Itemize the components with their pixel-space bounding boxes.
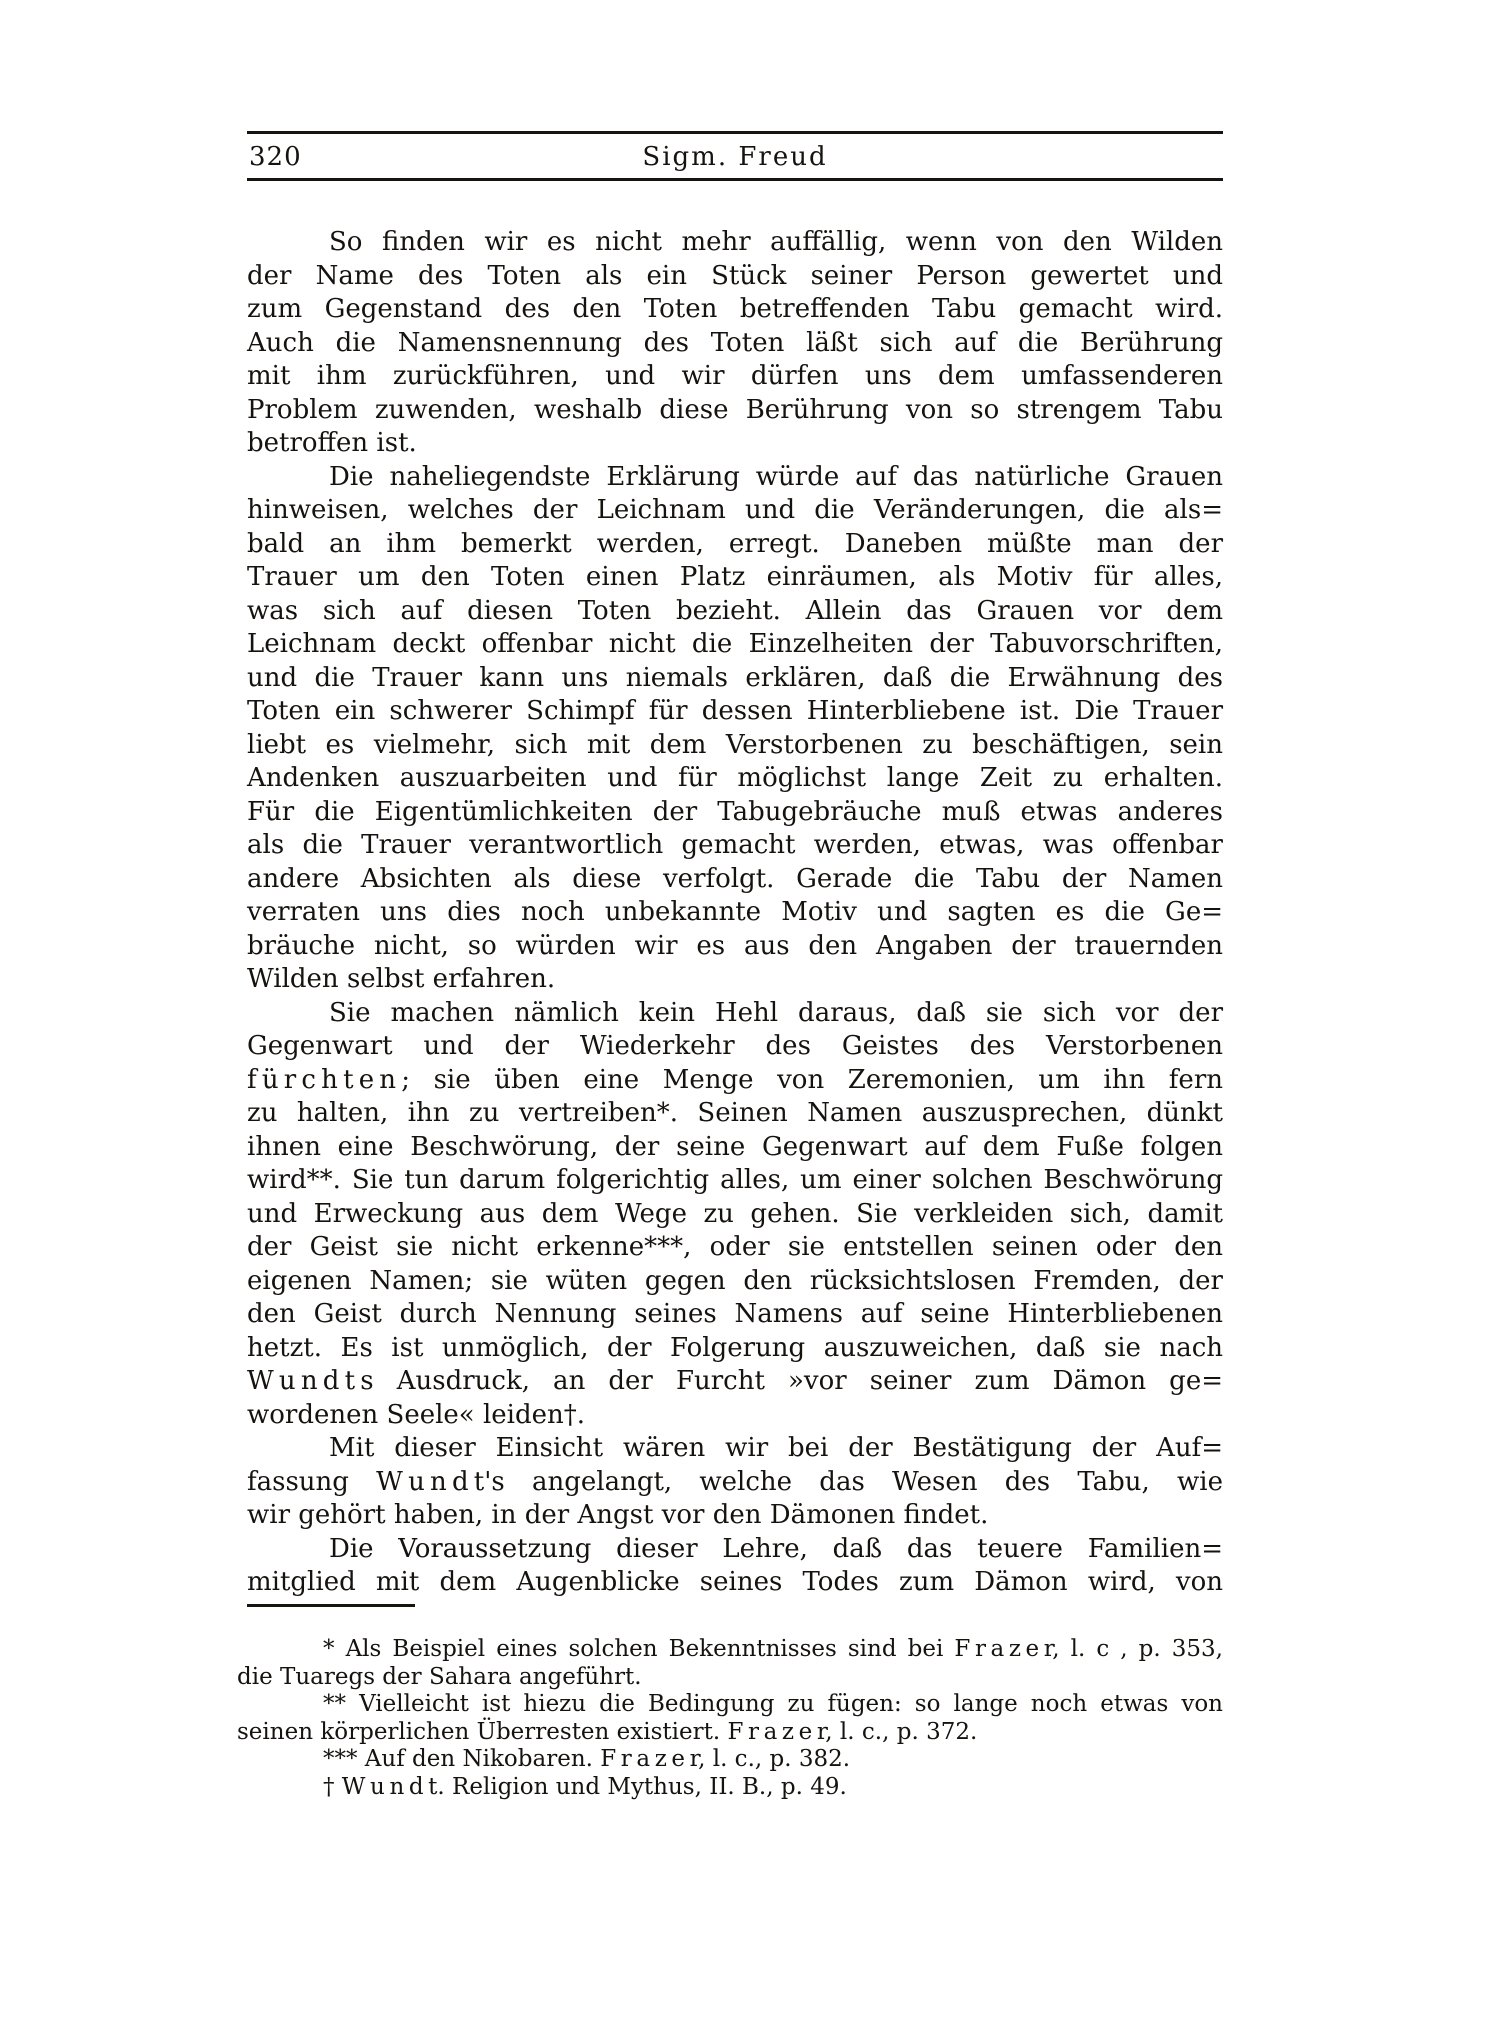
text-line: zum Gegenstand des den Toten betreffenden Tabu gemacht wird. — [247, 294, 1223, 324]
text-line: fassung W u n d t's angelangt, welche das Wesen des Tabu, wie — [247, 1466, 1223, 1497]
text-line: zu halten, ihn zu vertreiben*. Seinen Namen auszusprechen, dünkt — [247, 1098, 1223, 1128]
text-line: hinweisen, welches der Leichnam und die Veränderungen, die als= — [247, 495, 1223, 525]
text-line: wordenen Seele« leiden†. — [247, 1399, 586, 1430]
footnote-line: † W u n d t. Religion und Mythus, II. B., p. 49. — [323, 1773, 847, 1800]
text-line: Leichnam deckt offenbar nicht die Einzelheiten der Tabuvorschriften, — [247, 629, 1223, 659]
text-line: Wilden selbst erfahren. — [247, 964, 556, 994]
text-line: Trauer um den Toten einen Platz einräumen, als Motiv für alles, — [247, 562, 1223, 592]
text-line: Mit dieser Einsicht wären wir bei der Bestätigung der Auf= — [329, 1433, 1223, 1463]
text-line: und Erweckung aus dem Wege zu gehen. Sie verkleiden sich, damit — [247, 1198, 1223, 1229]
text-line: W u n d t s Ausdruck, an der Furcht »vor seiner zum Dämon ge= — [247, 1366, 1223, 1396]
text-line: andere Absichten als diese verfolgt. Gerade die Tabu der Namen — [247, 863, 1223, 894]
footnotes — [237, 1636, 1223, 1802]
text-line: der Geist sie nicht erkenne***, oder sie entstellen seinen oder den — [247, 1232, 1223, 1262]
body-text — [247, 226, 1223, 1600]
footnote-line: ** Vielleicht ist hiezu die Bedingung zu fügen: so lange noch etwas von — [323, 1691, 1223, 1718]
text-line: mitglied mit dem Augenblicke seines Todes zum Dämon wird, von — [247, 1567, 1223, 1597]
text-line: Problem zuwenden, weshalb diese Berührung von so strengem Tabu — [247, 394, 1223, 425]
text-line: mit ihm zurückführen, und wir dürfen uns dem umfassenderen — [247, 361, 1223, 391]
text-line: was sich auf diesen Toten bezieht. Allein das Grauen vor dem — [247, 595, 1223, 626]
text-line: der Name des Toten als ein Stück seiner Person gewertet und — [247, 260, 1223, 291]
footnote-line: seinen körperlichen Überresten existiert. F r a z e r, l. c., p. 372. — [237, 1718, 978, 1745]
page-header — [247, 131, 1223, 181]
text-line: wir gehört haben, in der Angst vor den Dämonen findet. — [247, 1500, 989, 1530]
text-line: ihnen eine Beschwörung, der seine Gegenwart auf dem Fuße folgen — [247, 1131, 1223, 1162]
text-line: Für die Eigentümlichkeiten der Tabugebräuche muß etwas anderes — [247, 796, 1223, 827]
text-line: hetzt. Es ist unmöglich, der Folgerung auszuweichen, daß sie nach — [247, 1332, 1223, 1363]
text-line: Gegenwart und der Wiederkehr des Geistes des Verstorbenen — [247, 1031, 1223, 1061]
text-line: Sie machen nämlich kein Hehl daraus, daß sie sich vor der — [329, 997, 1223, 1028]
text-line: Toten ein schwerer Schimpf für dessen Hinterbliebene ist. Die Trauer — [247, 696, 1223, 726]
text-line: eigenen Namen; sie wüten gegen den rücksichtslosen Fremden, der — [247, 1265, 1223, 1296]
text-line: verraten uns dies noch unbekannte Motiv und sagten es die Ge= — [247, 897, 1223, 927]
text-line: bald an ihm bemerkt werden, erregt. Daneben müßte man der — [247, 528, 1223, 559]
page-number: 320 — [249, 142, 302, 172]
footnote-line: die Tuaregs der Sahara angeführt. — [237, 1663, 642, 1690]
footnote-separator — [247, 1604, 415, 1607]
running-title: Sigm. Freud — [642, 142, 828, 172]
text-line: bräuche nicht, so würden wir es aus den Angaben der trauernden — [247, 930, 1223, 961]
text-line: den Geist durch Nennung seines Namens auf seine Hinterbliebenen — [247, 1299, 1223, 1329]
text-line: So finden wir es nicht mehr auffällig, wenn von den Wilden — [329, 227, 1223, 257]
text-line: Andenken auszuarbeiten und für möglichst lange Zeit zu erhalten. — [247, 763, 1223, 793]
text-line: und die Trauer kann uns niemals erklären, daß die Erwähnung des — [247, 662, 1223, 693]
text-line: betroffen ist. — [247, 428, 417, 458]
text-line: Auch die Namensnennung des Toten läßt sich auf die Berührung — [247, 327, 1223, 358]
text-line: f ü r c h t e n ; sie üben eine Menge von Zeremonien, um ihn fern — [247, 1064, 1223, 1095]
footnote-line: *** Auf den Nikobaren. F r a z e r, l. c., p. 382. — [323, 1746, 851, 1773]
text-line: liebt es vielmehr, sich mit dem Verstorbenen zu beschäftigen, sein — [247, 729, 1223, 760]
text-line: Die naheliegendste Erklärung würde auf das natürliche Grauen — [329, 461, 1223, 492]
text-line: als die Trauer verantwortlich gemacht werden, etwas, was offenbar — [247, 830, 1223, 860]
footnote-line: * Als Beispiel eines solchen Bekenntnisses sind bei F r a z e r, l. c , p. 353, — [323, 1636, 1223, 1662]
text-line: wird**. Sie tun darum folgerichtig alles, um einer solchen Beschwörung — [247, 1165, 1223, 1195]
text-line: Die Voraussetzung dieser Lehre, daß das teuere Familien= — [329, 1533, 1223, 1564]
